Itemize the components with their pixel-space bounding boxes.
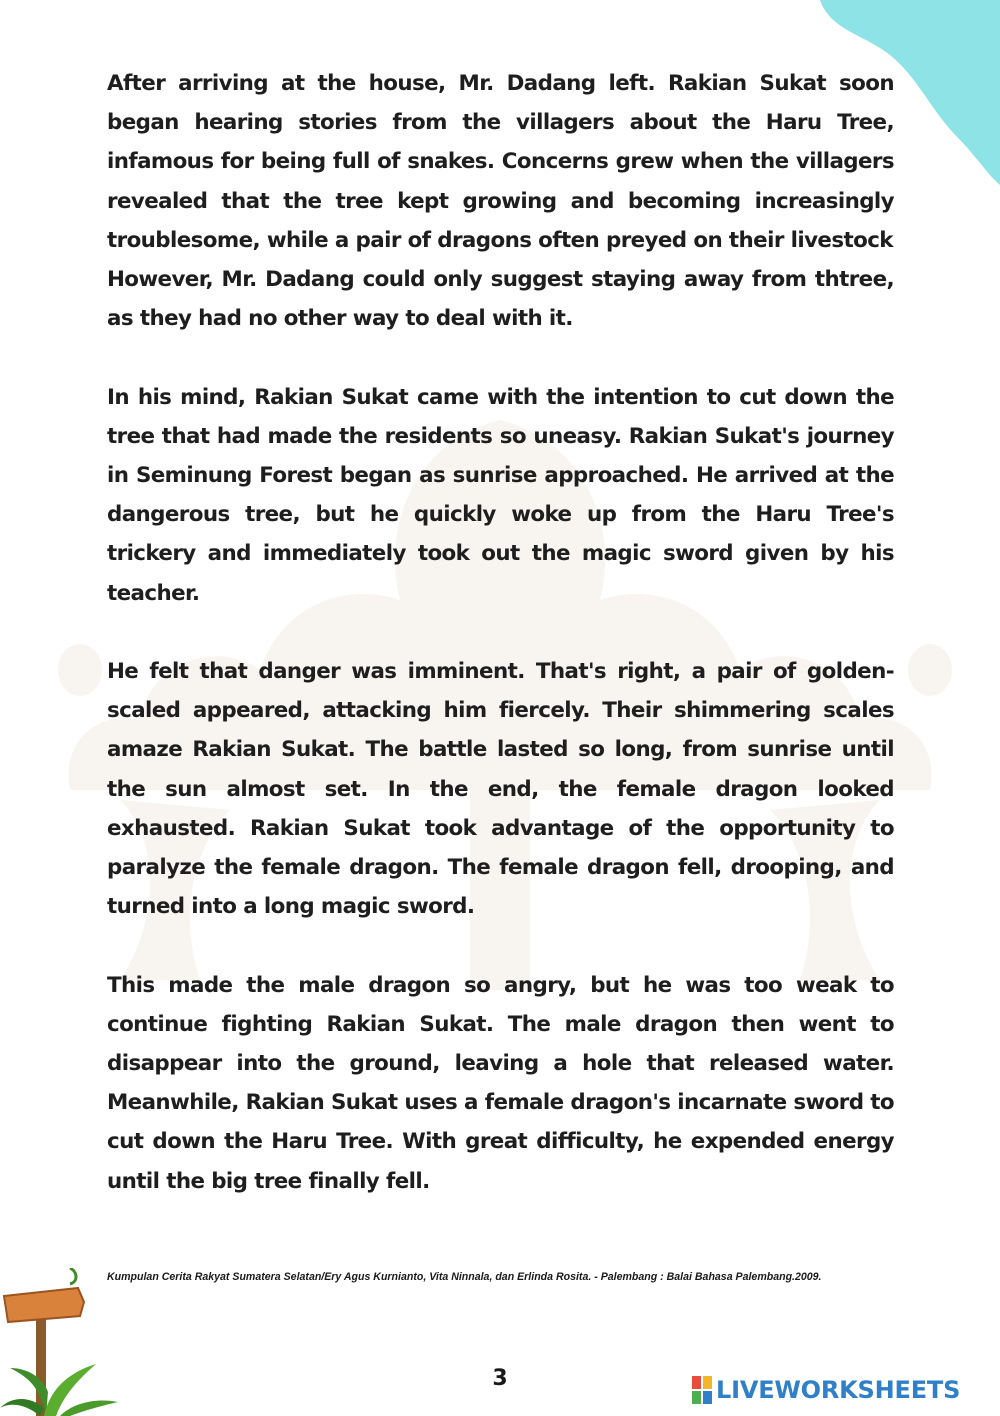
- wooden-signpost-plant-icon: [0, 1268, 120, 1416]
- paragraph-line: This made the male dragon so angry, but he was too weak to continue fighting Rakian Sukat. The male dragon then went to disappear into the ground, leaving a hole that released water. Meanwhile, Rakian Sukat uses a female dragon's incarnate sword to cut down the Haru Tree. With great difficulty, he expended energy until the big tree finally fell.: [107, 972, 894, 1194]
- liveworksheets-logo-icon: [692, 1376, 712, 1404]
- story-paragraph-2: [107, 378, 894, 613]
- liveworksheets-brand[interactable]: [692, 1373, 960, 1407]
- paragraph-line: In his mind, Rakian Sukat came with the intention to cut down the tree that had made the residents so uneasy. Rakian Sukat's journey in Seminung Forest began as sunrise approached. He arrived at the dangerous tree, but he quickly woke up from the Haru Tree's trickery and immediately took out the magic sword given by his teacher.: [107, 384, 894, 606]
- story-text: [107, 64, 894, 1201]
- source-citation: Kumpulan Cerita Rakyat Sumatera Selatan/Ery Agus Kurnianto, Vita Ninnala, dan Erlinda Rosita. - Palembang : Balai Bahasa Palembang.2009.: [107, 1271, 822, 1283]
- story-paragraph-4: [107, 966, 894, 1201]
- page-number: 3: [492, 1366, 508, 1391]
- paragraph-line: He felt that danger was imminent. That's right, a pair of golden-scaled appeared, attacking him fiercely. Their shimmering scales amaze Rakian Sukat. The battle lasted so long, from sunrise until the sun almost set. In the end, the female dragon looked exhausted. Rakian Sukat took advantage of the opportunity to paralyze the female dragon. The female dragon fell, drooping, and turned into a long magic sword.: [107, 659, 894, 920]
- paragraph-line: After arriving at the house, Mr. Dadang left. Rakian Sukat soon began hearing stories from the villagers about the Haru Tree, infamous for being full of snakes. Concerns grew when the villagers revealed that the tree kept growing and becoming increasingly troublesome, while a pair of dragons often preyed on their livestock: [107, 71, 894, 253]
- brand-name: LIVEWORKSHEETS: [716, 1376, 961, 1404]
- story-paragraph-1: [107, 64, 894, 338]
- story-paragraph-3: [107, 652, 894, 926]
- paragraph-line: However, Mr. Dadang could only suggest staying away from thtree, as they had no other way to deal with it.: [107, 267, 894, 332]
